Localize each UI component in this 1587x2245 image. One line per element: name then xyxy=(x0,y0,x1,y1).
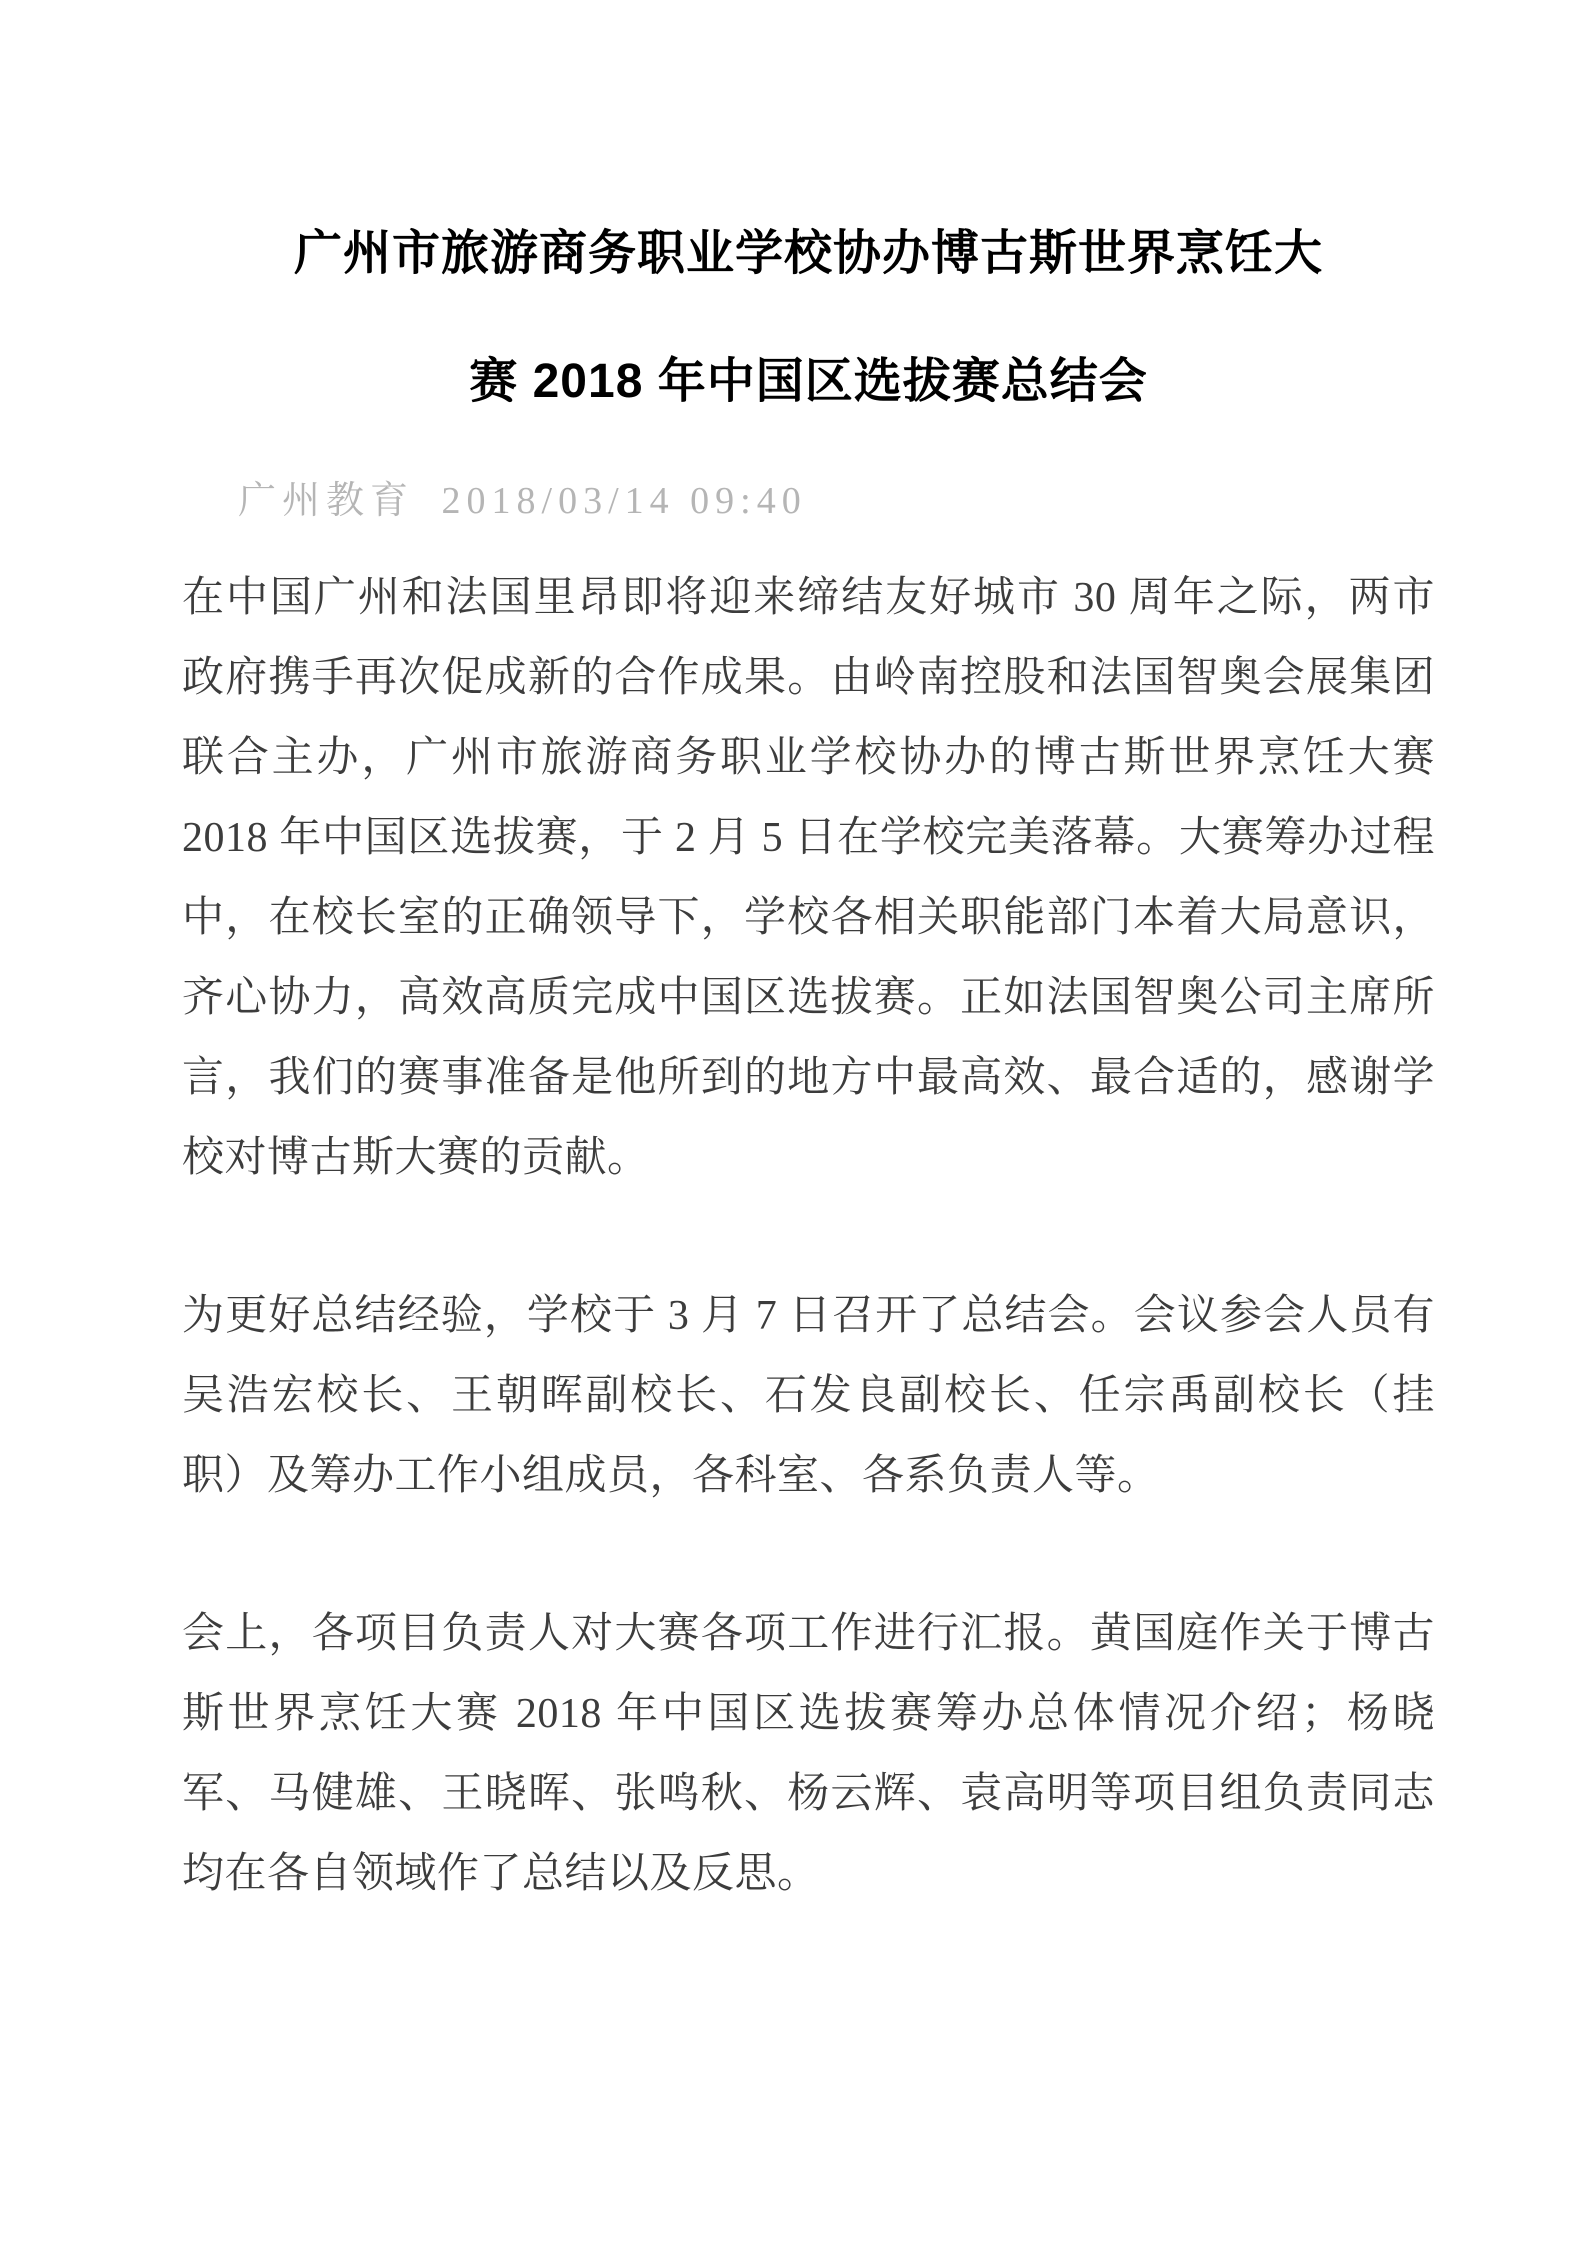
article-title-line-2: 赛 2018 年中国区选拔赛总结会 xyxy=(469,355,1148,408)
article-paragraph-3: 会上，各项目负责人对大赛各项工作进行汇报。黄国庭作关于博古斯世界烹饪大赛 2018 年中国区选拔赛筹办总体情况介绍；杨晓军、马健雄、王晓晖、张鸣秋、杨云辉、袁高明等项目组负责同志均在各自领域作了总结以及反思。 xyxy=(182,1611,1435,1897)
article-body xyxy=(182,558,1435,1914)
article-source: 广州教育 xyxy=(238,480,415,522)
article-datetime: 2018/03/14 09:40 xyxy=(441,480,807,522)
article-title xyxy=(182,190,1435,446)
article-title-line-1: 广州市旅游商务职业学校协办博古斯世界烹饪大 xyxy=(293,227,1323,280)
article-paragraph-1: 在中国广州和法国里昂即将迎来缔结友好城市 30 周年之际，两市政府携手再次促成新的合作成果。由岭南控股和法国智奥会展集团联合主办，广州市旅游商务职业学校协办的博古斯世界烹饪大赛 2018 年中国区选拔赛，于 2 月 5 日在学校完美落幕。大赛筹办过程中，在校长室的正确领导下，学校各相关职能部门本着大局意识，齐心协力，高效高质完成中国区选拔赛。正如法国智奥公司主席所言，我们的赛事准备是他所到的地方中最高效、最合适的，感谢学校对博古斯大赛的贡献。 xyxy=(182,575,1435,1181)
article-byline xyxy=(182,476,1435,526)
article-paragraph-2: 为更好总结经验，学校于 3 月 7 日召开了总结会。会议参会人员有吴浩宏校长、王朝晖副校长、石发良副校长、任宗禹副校长（挂职）及筹办工作小组成员，各科室、各系负责人等。 xyxy=(182,1293,1435,1499)
